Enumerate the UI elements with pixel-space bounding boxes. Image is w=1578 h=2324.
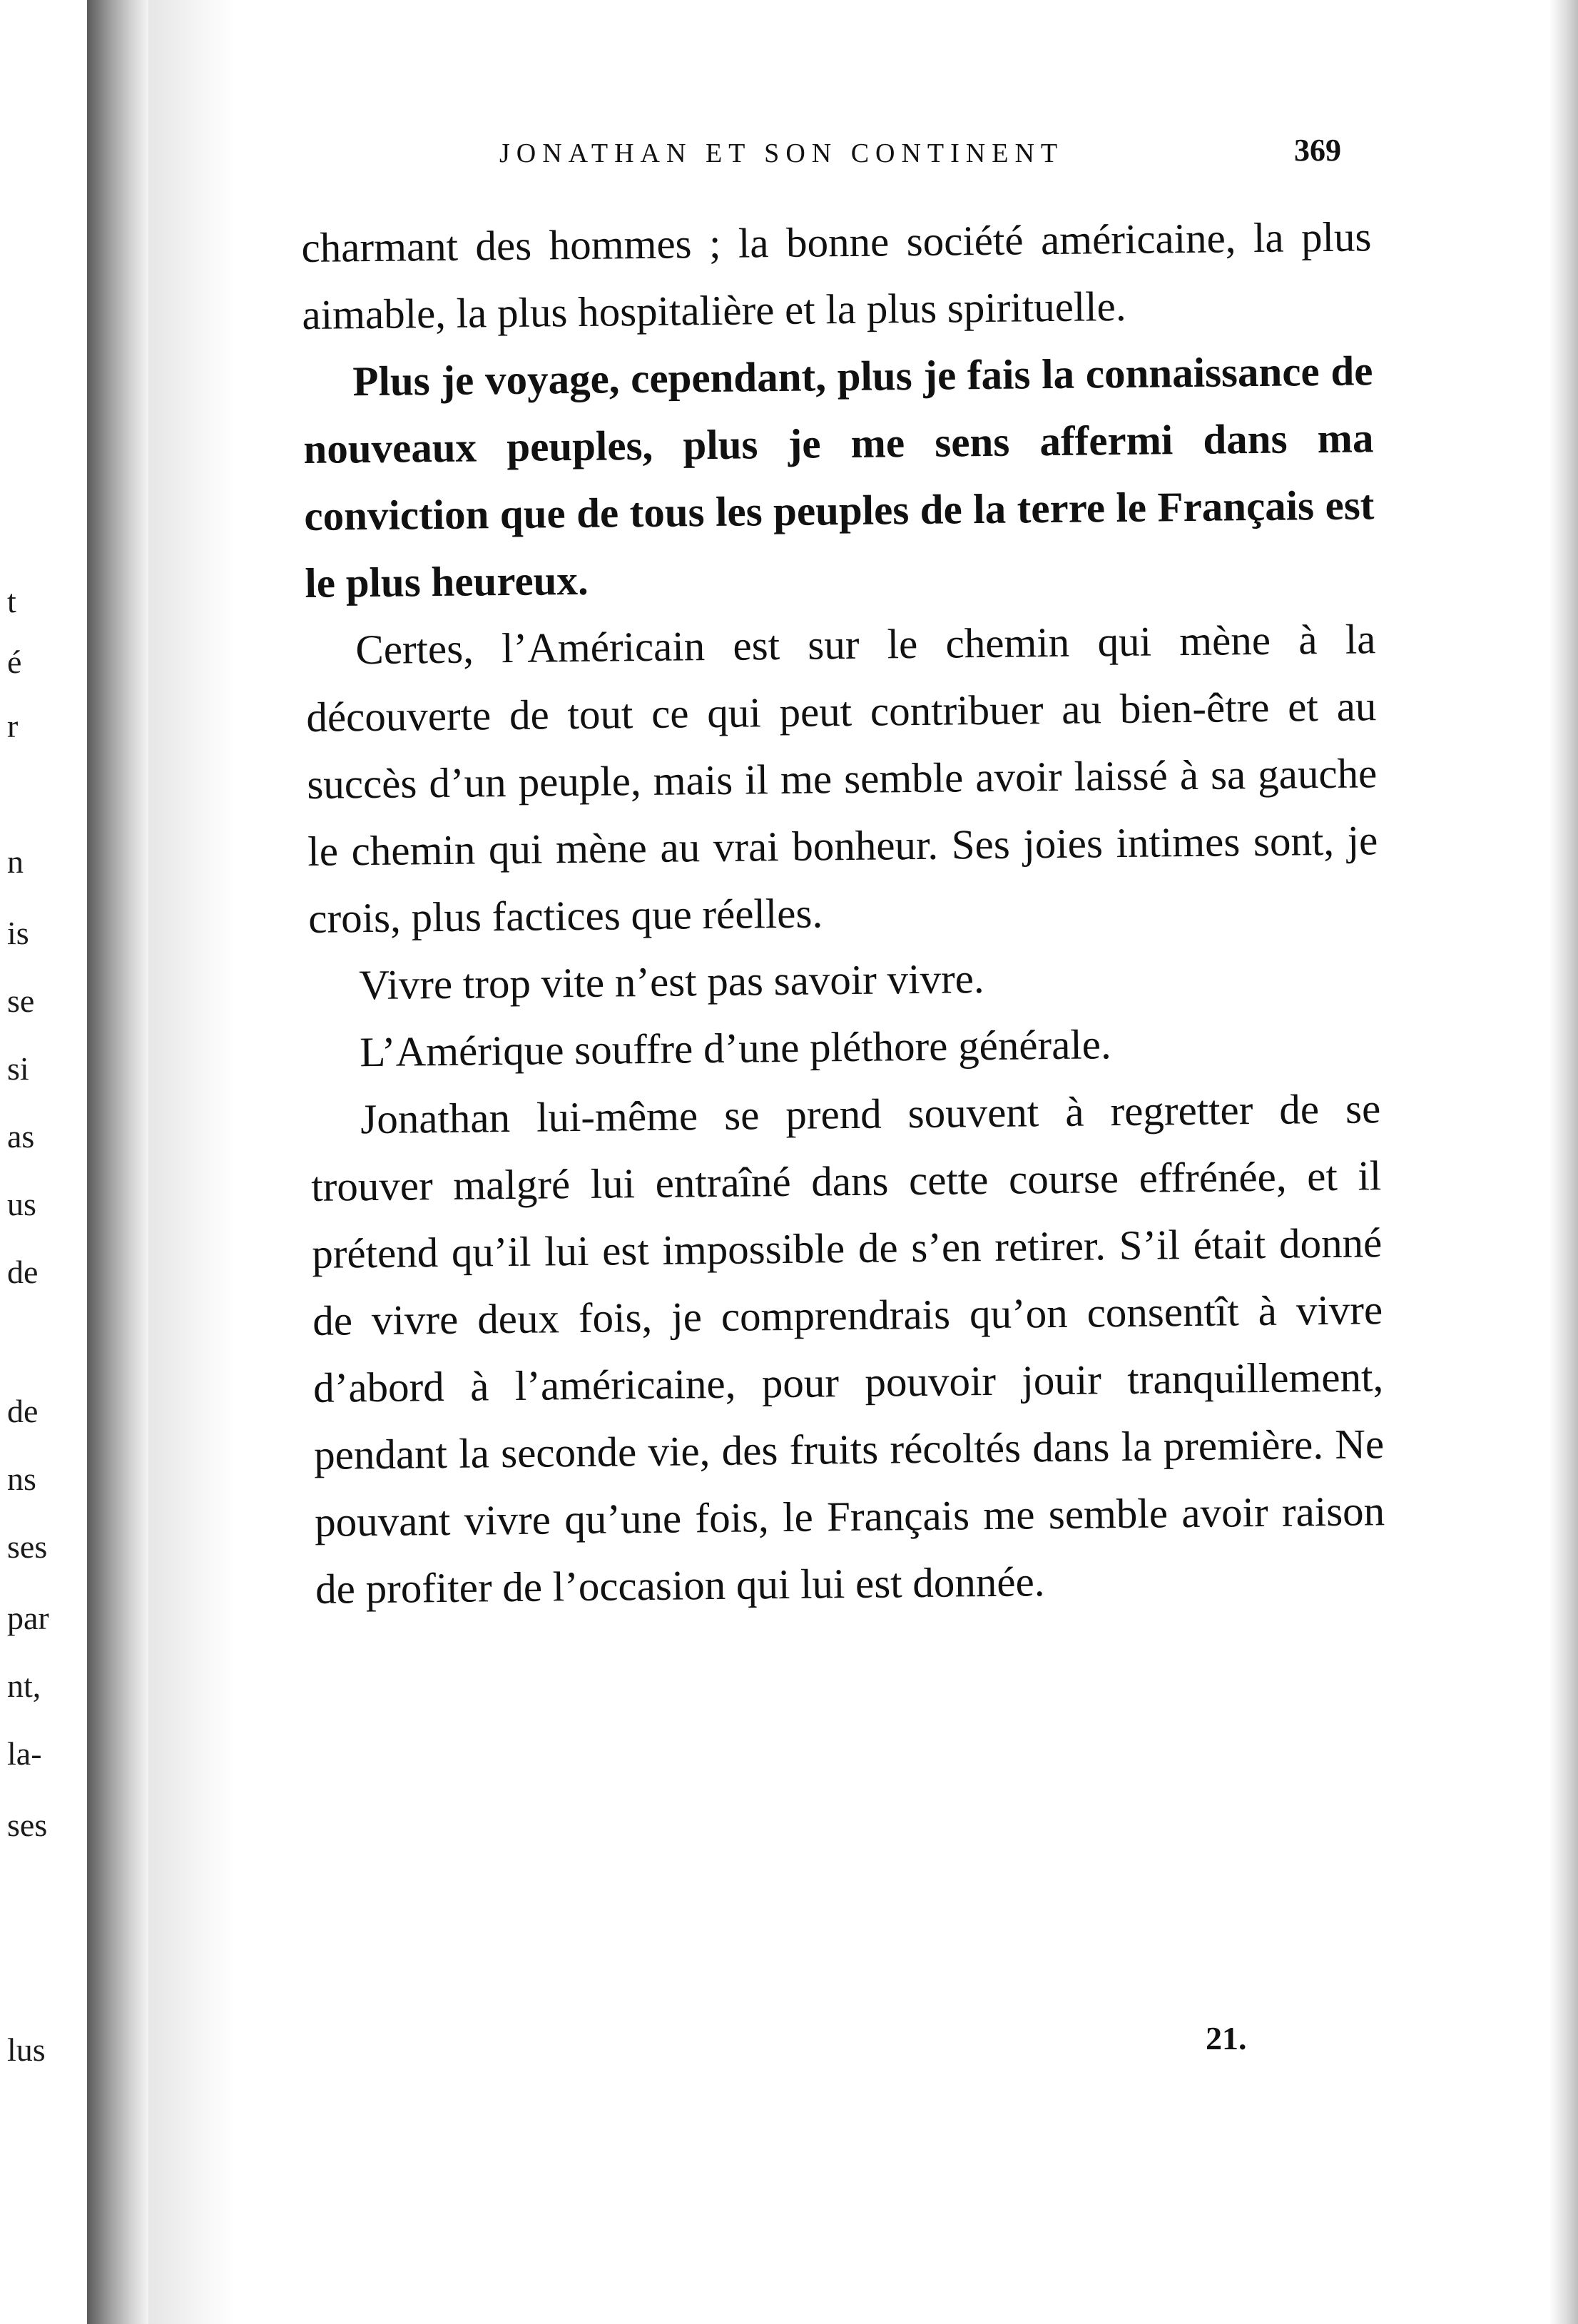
facing-page-fragment: par bbox=[7, 1600, 49, 1636]
facing-page-fragment: n bbox=[7, 843, 24, 880]
facing-page-fragment: ns bbox=[7, 1461, 36, 1497]
paragraph: Jonathan lui-même se prend souvent à regretter de se trouver malgré lui entraîné dans cette course effrénée, et il prétend qu’il lui est impossible de s’en retirer. S’il était donné de vivre deux fois, je comprendrais qu’on consentît à vivre d’abord à l’américaine, pour pouvoir jouir tranquillement, pendant la seconde vie, des fruits récoltés dans la première. Ne pouvant vivre qu’une fois, le Français me semble avoir raison de profiter de l’occasion qui lui est donnée. bbox=[310, 1085, 1385, 1613]
paragraph: Vivre trop vite n’est pas savoir vivre. bbox=[358, 955, 984, 1009]
paragraph: Certes, l’Américain est sur le chemin qui mène à la découverte de tout ce qui peut contribuer au bien-être et au succès d’un peuple, mais il me semble avoir laissé à sa gauche le chemin qui mène au vrai bonheur. Ses joies intimes sont, je crois, plus factices que réelles. bbox=[306, 615, 1378, 942]
facing-page-fragment: de bbox=[7, 1254, 39, 1290]
facing-page-fragment: ses bbox=[7, 1528, 48, 1565]
facing-page-fragment: si bbox=[7, 1050, 29, 1087]
facing-page-fragment: se bbox=[7, 983, 35, 1019]
facing-page-fragment: nt, bbox=[7, 1668, 41, 1704]
paragraph: Plus je voyage, cependant, plus je fais la connaissance de nouveaux peuples, plus je me sens affermi dans ma conviction que de tous les peuples de la terre le Français est le plus heureux. bbox=[303, 347, 1375, 607]
book-gutter-fade bbox=[148, 0, 234, 2324]
page-right-edge bbox=[1549, 0, 1578, 2324]
facing-page-fragment: é bbox=[7, 644, 22, 680]
running-title: JONATHAN ET SON CONTINENT bbox=[499, 138, 1064, 168]
facing-page-fragment: us bbox=[7, 1186, 36, 1222]
facing-page-fragment: as bbox=[7, 1118, 35, 1155]
facing-page-fragment: la- bbox=[7, 1735, 42, 1772]
page-number: 369 bbox=[1294, 133, 1341, 168]
book-gutter-shadow bbox=[87, 0, 148, 2324]
facing-page-fragment: t bbox=[7, 583, 16, 619]
signature-mark: 21. bbox=[1206, 2020, 1247, 2056]
paragraph: charmant des hommes ; la bonne société américaine, la plus aimable, la plus hospitalière et la plus spirituelle. bbox=[301, 213, 1372, 338]
facing-page-fragment: ses bbox=[7, 1807, 48, 1843]
facing-page-fragment: de bbox=[7, 1393, 39, 1429]
paragraph: L’Amérique souffre d’une pléthore générale. bbox=[359, 1020, 1111, 1076]
body-text bbox=[301, 203, 1386, 1623]
facing-page-fragment: r bbox=[7, 708, 19, 744]
facing-page-fragment: lus bbox=[7, 2031, 46, 2068]
page-header bbox=[499, 132, 1341, 182]
facing-page-fragment: is bbox=[7, 915, 29, 951]
